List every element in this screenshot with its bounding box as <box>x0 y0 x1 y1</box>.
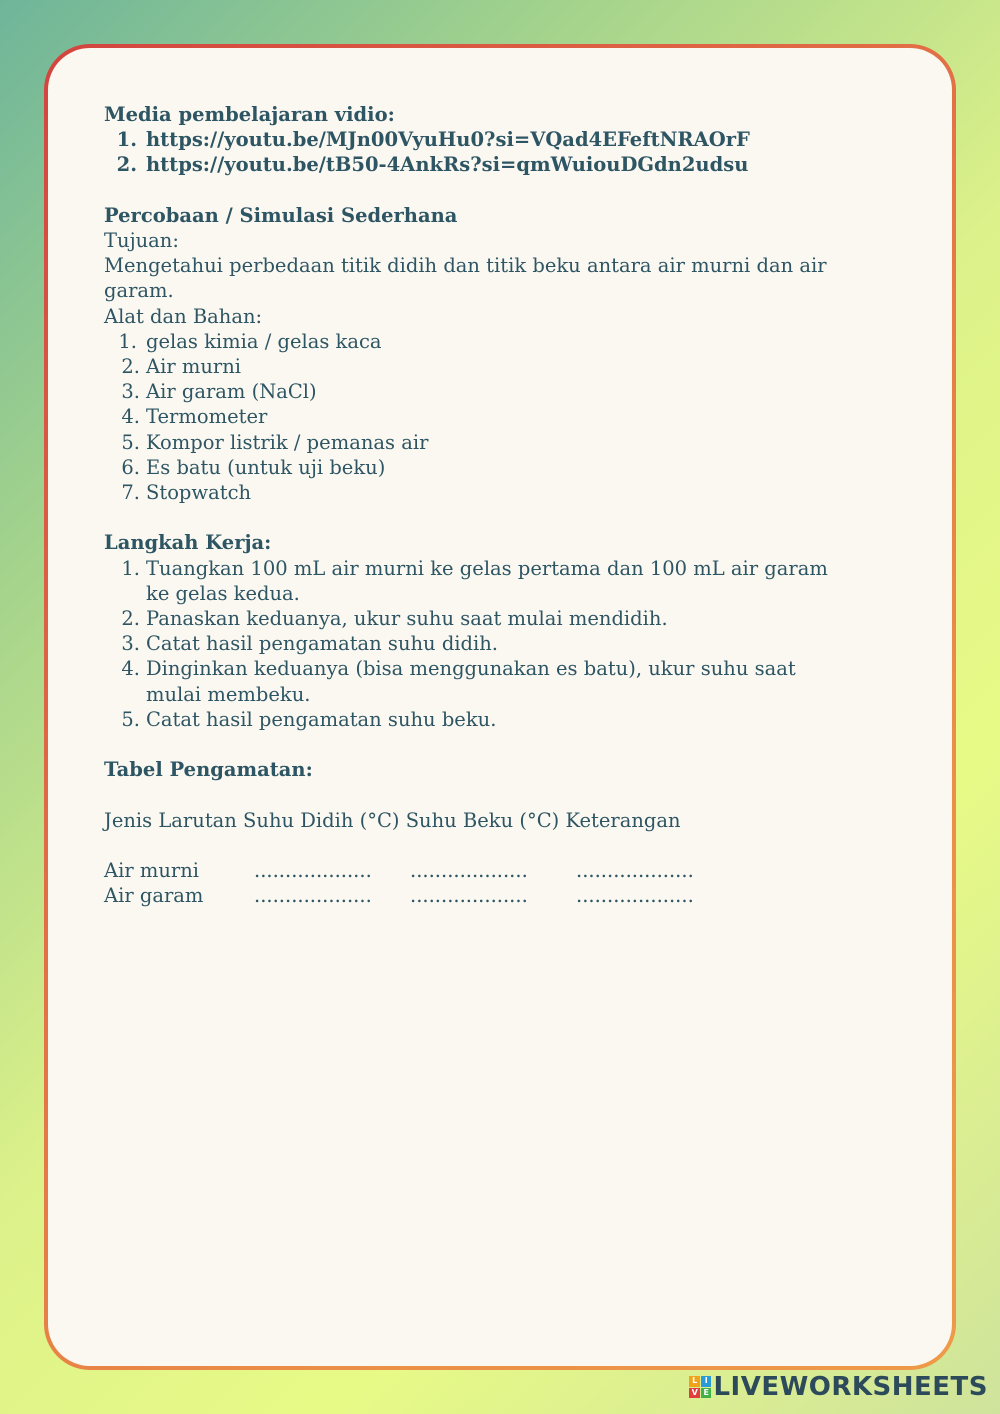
fill-blank[interactable]: ................... <box>254 884 372 908</box>
fill-blank[interactable]: ................... <box>410 859 528 883</box>
fill-blank[interactable]: ................... <box>410 884 528 908</box>
purpose-label: Tujuan: <box>104 229 179 252</box>
live-icon: L I V E <box>689 1376 711 1398</box>
step-item: 3. Catat hasil pengamatan suhu didih. <box>121 632 499 656</box>
step-item: 1. Tuangkan 100 mL air murni ke gelas pertama dan 100 mL air garam ke gelas kedua. <box>121 556 828 605</box>
purpose-text: Mengetahui perbedaan titik didih dan titik beku antara air murni dan air garam. <box>104 254 827 303</box>
brand-name: LIVEWORKSHEETS <box>713 1372 988 1402</box>
table-header: Jenis Larutan Suhu Didih (°C) Suhu Beku (°C) Keterangan <box>104 808 681 832</box>
material-item: 2. Air murni <box>121 355 242 379</box>
fill-blank[interactable]: ................... <box>576 884 694 908</box>
table-row: Air murni ................... ................... ................... <box>104 858 896 883</box>
steps-heading: Langkah Kerja: <box>104 531 272 555</box>
experiment-heading: Percobaan / Simulasi Sederhana <box>104 203 458 227</box>
step-item: 4. Dinginkan keduanya (bisa menggunakan es batu), ukur suhu saat mulai membeku. <box>121 657 796 706</box>
worksheet-card <box>44 44 956 1370</box>
table-heading: Tabel Pengamatan: <box>104 758 313 782</box>
material-item: 5. Kompor listrik / pemanas air <box>121 430 429 454</box>
media-heading: Media pembelajaran vidio: <box>104 103 395 126</box>
material-item: 3. Air garam (NaCl) <box>121 380 317 404</box>
material-item: 1. gelas kimia / gelas kaca <box>118 329 382 353</box>
fill-blank[interactable]: ................... <box>254 859 372 883</box>
step-item: 2. Panaskan keduanya, ukur suhu saat mulai mendidih. <box>121 607 668 631</box>
worksheet-content <box>48 48 952 1366</box>
liveworksheets-logo <box>689 1372 988 1402</box>
table-row: Air garam ................... ................... ................... <box>104 883 896 908</box>
step-item: 5. Catat hasil pengamatan suhu beku. <box>121 707 497 731</box>
media-link-item[interactable]: 2. https://youtu.be/tB50-4AnkRs?si=qmWuiouDGdn2udsu <box>116 153 749 177</box>
material-item: 7. Stopwatch <box>121 481 252 505</box>
material-item: 6. Es batu (untuk uji beku) <box>121 455 386 479</box>
materials-label: Alat dan Bahan: <box>104 304 263 328</box>
media-link[interactable]: https://youtu.be/MJn00VyuHu0?si=VQad4EFeftNRAOrF <box>146 128 750 152</box>
media-link[interactable]: https://youtu.be/tB50-4AnkRs?si=qmWuiouDGdn2udsu <box>146 153 749 177</box>
fill-blank[interactable]: ................... <box>576 859 694 883</box>
media-link-item[interactable]: 1. https://youtu.be/MJn00VyuHu0?si=VQad4EFeftNRAOrF <box>116 128 750 152</box>
material-item: 4. Termometer <box>121 405 268 429</box>
